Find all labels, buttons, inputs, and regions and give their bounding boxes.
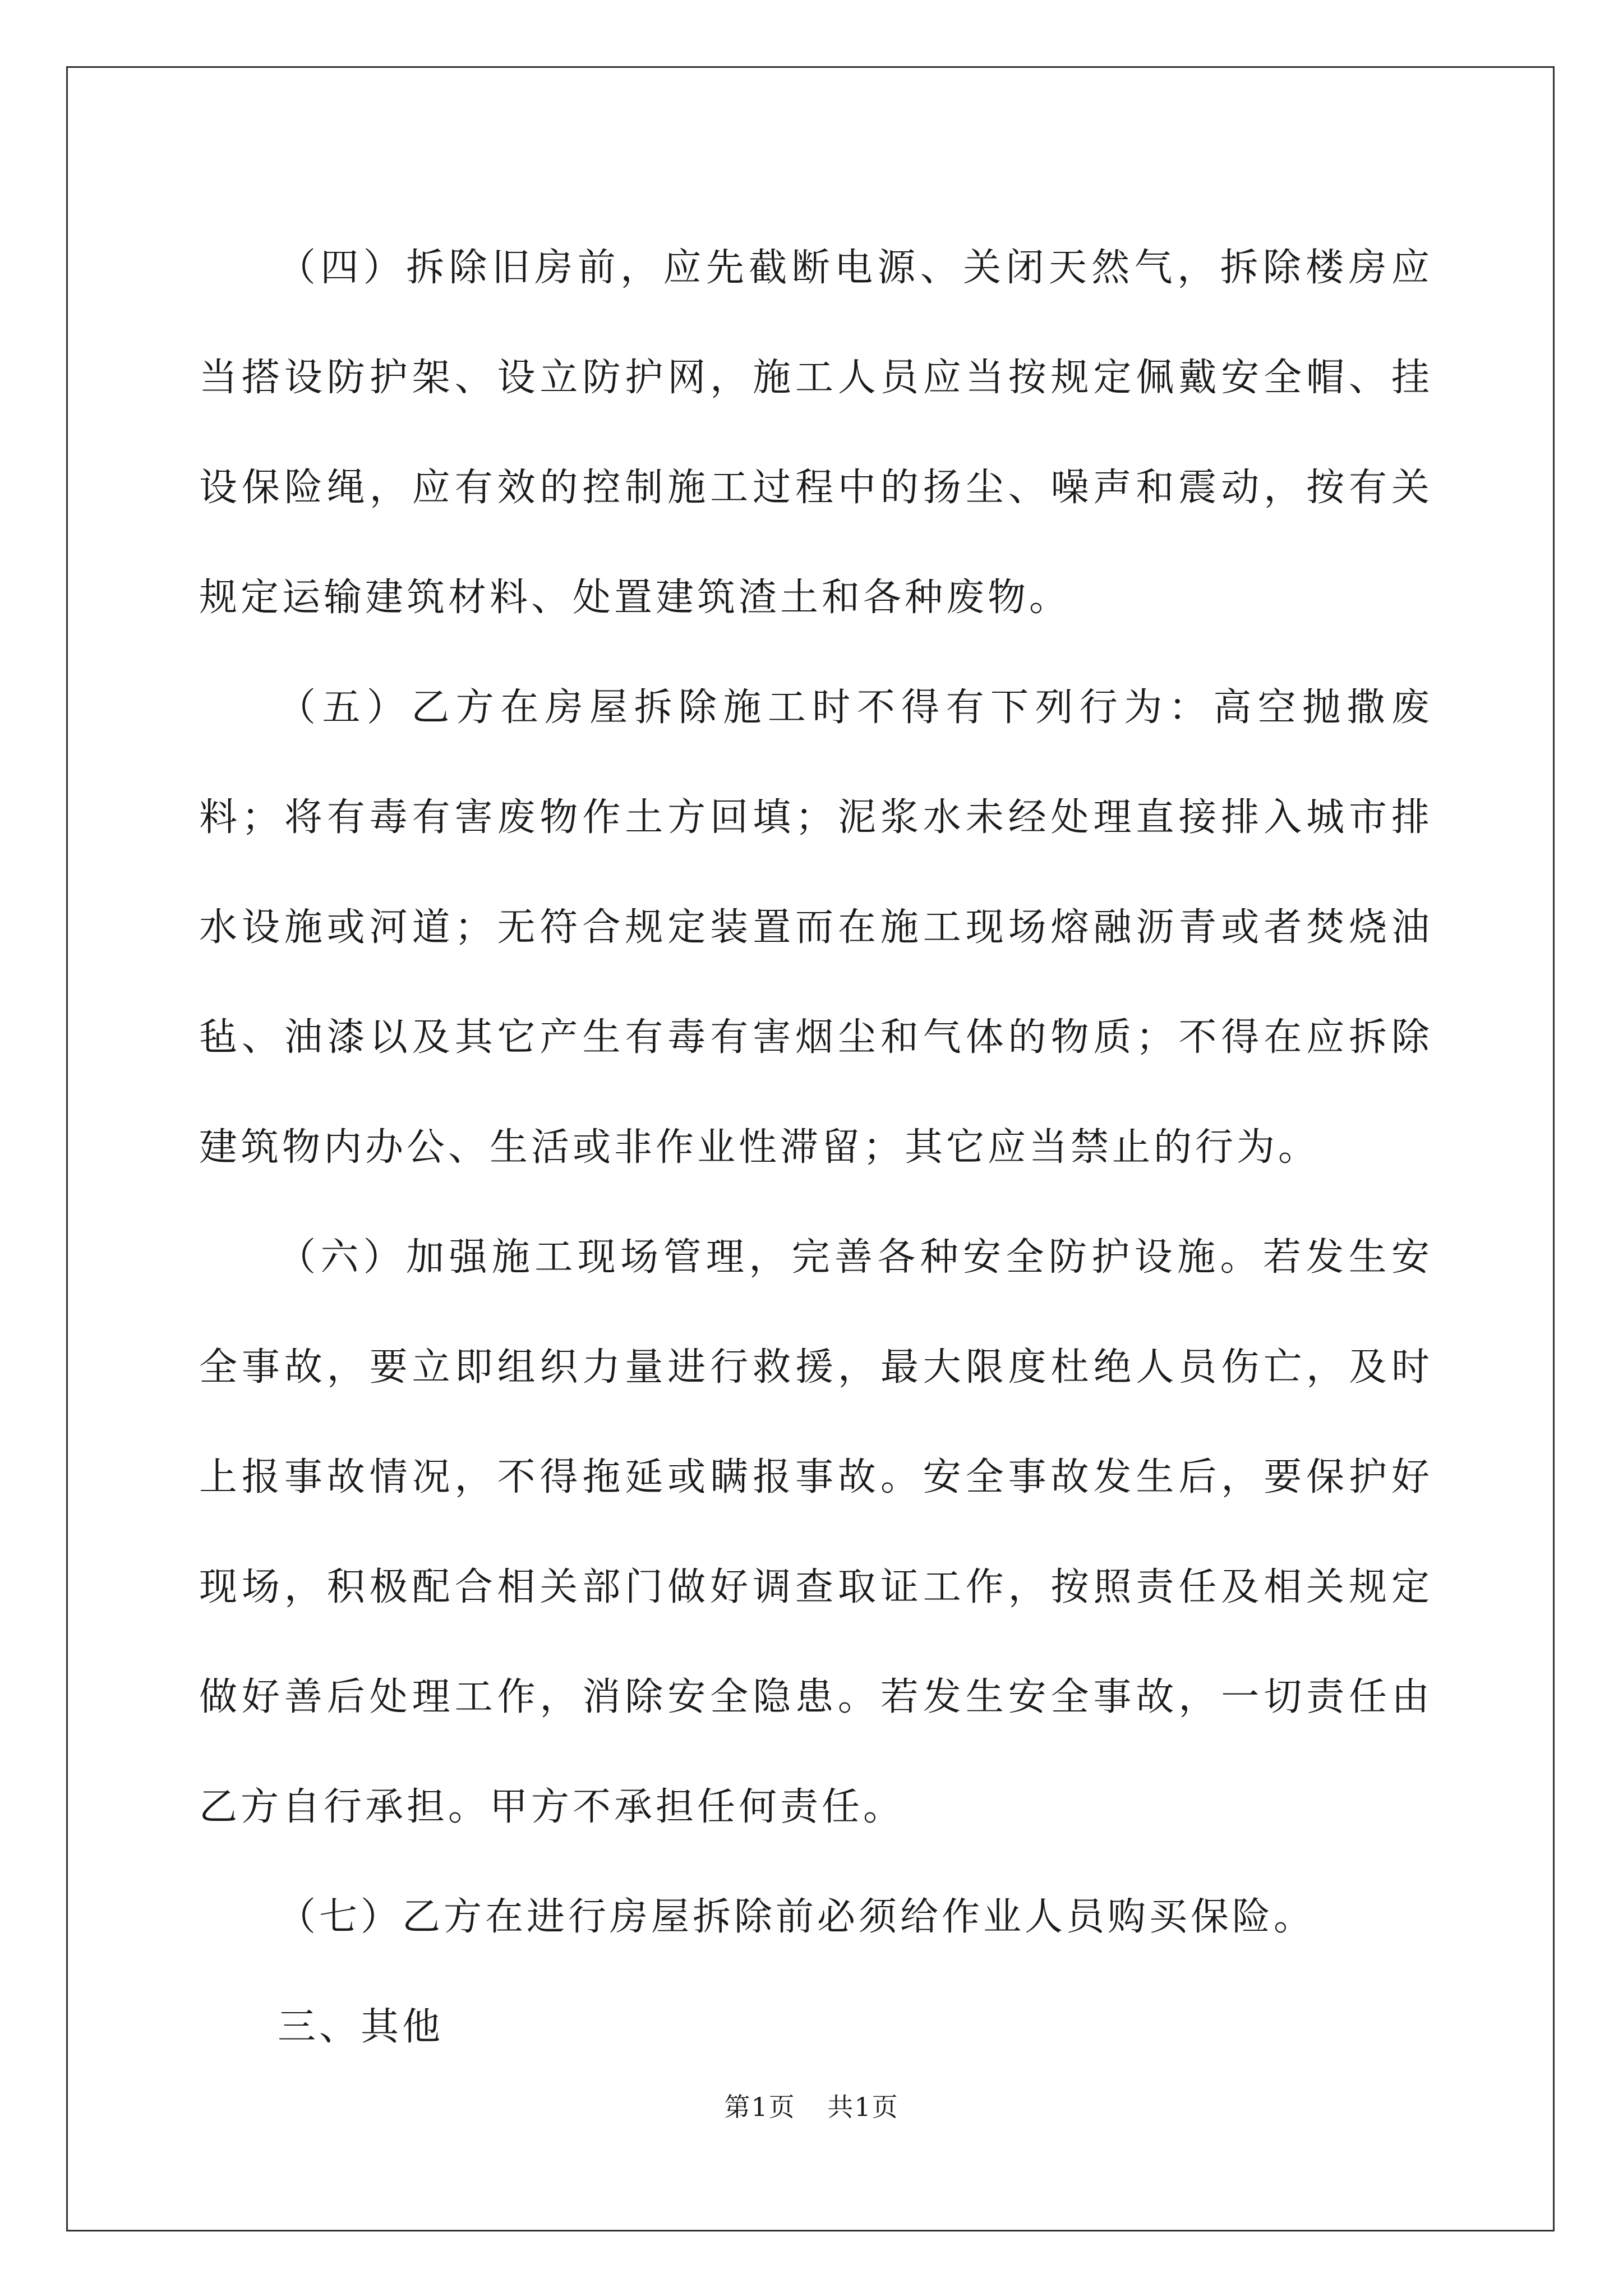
page-total: 共1页 <box>827 2092 899 2122</box>
section-heading-other: 三、其他 <box>278 2005 444 2049</box>
page-footer <box>0 2087 1623 2124</box>
paragraph-4: （四）拆除旧房前，应先截断电源、关闭天然气，拆除楼房应当搭设防护架、设立防护网，施工人员应当按规定佩戴安全帽、挂设保险绳，应有效的控制施工过程中的扬尘、噪声和震动，按有关规定运输建筑材料、处置建筑渣土和各种废物。 <box>199 246 1433 620</box>
document-body <box>199 213 1433 2082</box>
paragraph-5: （五）乙方在房屋拆除施工时不得有下列行为：高空抛撒废料；将有毒有害废物作土方回填；泥浆水未经处理直接排入城市排水设施或河道；无符合规定装置而在施工现场熔融沥青或者焚烧油毡、油漆以及其它产生有毒有害烟尘和气体的物质；不得在应拆除建筑物内办公、生活或非作业性滞留；其它应当禁止的行为。 <box>199 685 1433 1170</box>
paragraph-7: （七）乙方在进行房屋拆除前必须给作业人员购买保险。 <box>278 1895 1316 1939</box>
paragraph-6: （六）加强施工现场管理，完善各种安全防护设施。若发生安全事故，要立即组织力量进行救援，最大限度杜绝人员伤亡，及时上报事故情况，不得拖延或瞒报事故。安全事故发生后，要保护好现场，积极配合相关部门做好调查取证工作，按照责任及相关规定做好善后处理工作，消除安全隐患。若发生安全事故，一切责任由乙方自行承担。甲方不承担任何责任。 <box>199 1235 1433 1829</box>
page-number: 第1页 <box>724 2092 796 2122</box>
